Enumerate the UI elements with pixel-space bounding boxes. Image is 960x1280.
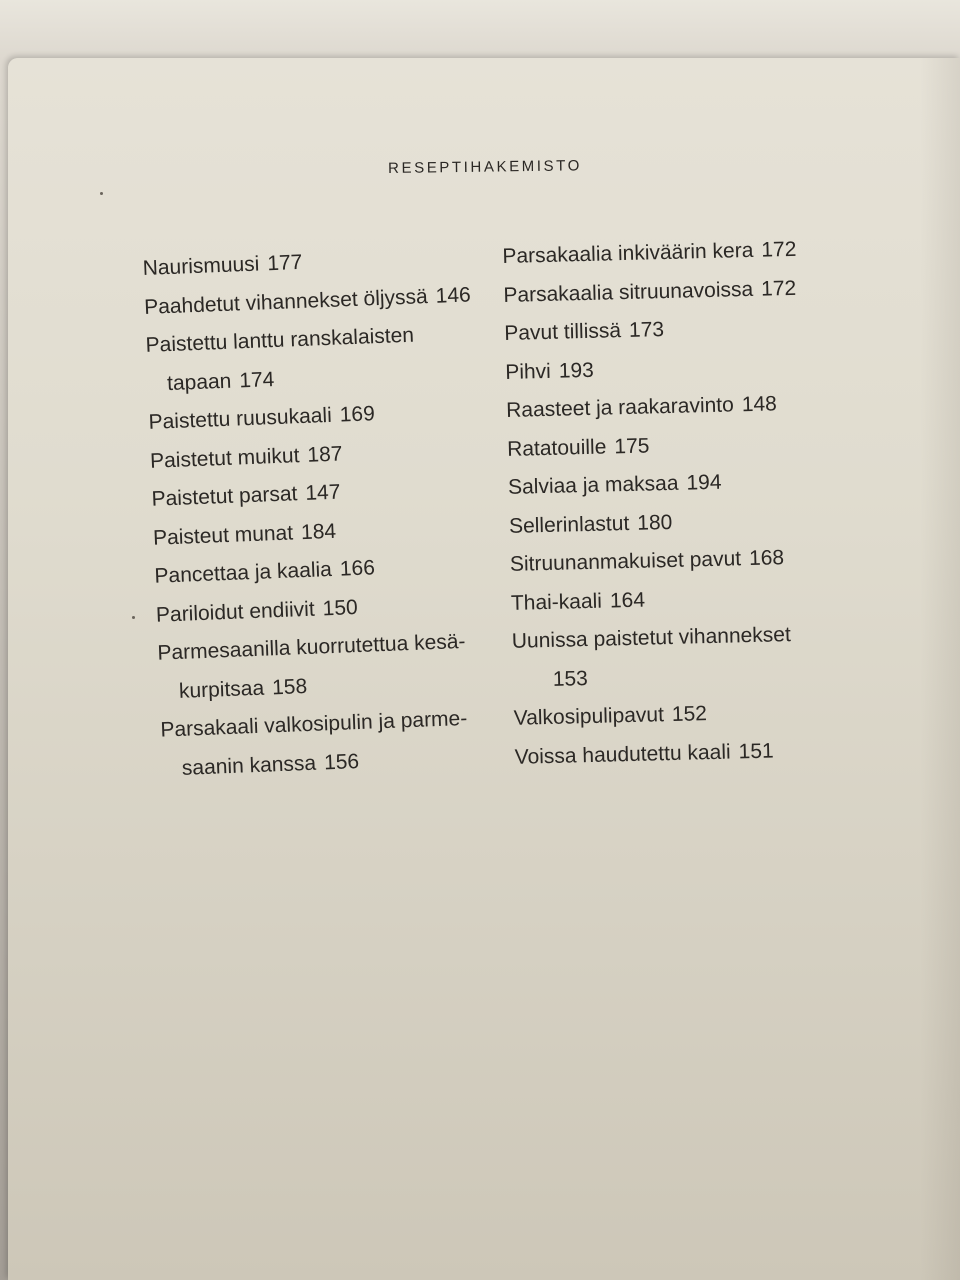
paper-speck — [132, 616, 135, 619]
entry-title: Pancettaa ja kaalia — [154, 557, 333, 588]
entry-title: Raasteet ja raakaravinto — [505, 393, 735, 422]
entry-title: Paistettu ruusukaali — [148, 403, 333, 434]
entry-title-line — [506, 385, 801, 431]
paper-speck — [100, 192, 103, 195]
index-entry — [157, 622, 486, 711]
page-number: 152 — [671, 702, 708, 726]
entry-title: Pihvi — [504, 359, 552, 384]
entry-title: Parsakaali valkosipulin ja parme- — [160, 706, 468, 742]
entry-title: Voissa haudutettu kaali — [514, 740, 731, 769]
entry-title: Uunissa paistetut vihannekset — [511, 623, 792, 653]
entry-title: Thai-kaali — [510, 589, 603, 615]
page-number: 173 — [628, 318, 665, 342]
page-number: 156 — [323, 749, 360, 774]
page-number: 193 — [558, 358, 595, 383]
entry-title: Sitruunanmakuiset pavut — [509, 547, 742, 576]
entry-title — [513, 668, 534, 691]
page-number: 153 — [552, 666, 589, 691]
page-number: 172 — [761, 237, 797, 262]
entry-title-line — [511, 616, 806, 662]
entry-title-line — [503, 269, 798, 315]
entry-title: Sellerinlastut — [508, 511, 630, 538]
entry-title: Salviaa ja maksaa — [507, 471, 679, 499]
entry-title: tapaan — [166, 369, 232, 395]
entry-title: Paahdetut vihannekset öljyssä — [143, 284, 429, 319]
index-entry — [506, 385, 801, 431]
entry-title: Naurismuusi — [142, 252, 260, 280]
entry-title: Ratatouille — [506, 435, 607, 461]
entry-title: saanin kanssa — [181, 751, 317, 780]
page-number: 175 — [614, 433, 650, 458]
page-number: 147 — [304, 480, 341, 505]
entry-title: Pavut tillissä — [504, 319, 622, 345]
page-number: 151 — [738, 739, 774, 763]
page-number: 148 — [741, 392, 778, 417]
page-number: 168 — [748, 546, 785, 571]
index-entry — [514, 731, 809, 777]
page-number: 164 — [609, 588, 646, 612]
entry-title: Paistettu lanttu ranskalaisten — [145, 323, 415, 357]
entry-title: Parsakaalia inkiväärin kera — [502, 238, 754, 268]
entry-title: Pariloidut endiivit — [155, 597, 316, 627]
index-entry — [510, 539, 805, 585]
index-entry — [160, 699, 489, 788]
entry-title: Paistetut parsat — [151, 482, 298, 511]
page-number: 158 — [271, 674, 308, 699]
index-column-right — [502, 231, 809, 777]
page-number: 187 — [306, 441, 343, 467]
page-number: 172 — [760, 276, 797, 301]
page-number: 146 — [435, 282, 472, 308]
index-entry — [145, 314, 474, 403]
entry-title-line — [514, 731, 809, 777]
page-number: 150 — [322, 595, 359, 620]
index-entry — [502, 231, 797, 277]
entry-title: kurpitsaa — [178, 676, 265, 703]
entry-title: Paisteut munat — [152, 520, 294, 550]
page-number: 184 — [300, 519, 337, 544]
index-entry — [511, 616, 807, 700]
index-column-left — [142, 237, 489, 788]
page-number: 166 — [339, 556, 376, 581]
page-number: 180 — [636, 510, 673, 535]
index-entry — [503, 269, 798, 315]
page-number: 169 — [339, 402, 376, 427]
page-heading: RESEPTIHAKEMISTO — [388, 157, 583, 177]
entry-title-line — [510, 539, 805, 585]
page-number: 194 — [686, 470, 722, 495]
entry-title-line — [502, 231, 797, 277]
page-number: 177 — [266, 250, 303, 276]
entry-title: Paistetut muikut — [149, 443, 300, 473]
entry-title: Parmesaanilla kuorrutettua kesä- — [157, 629, 466, 665]
entry-title: Valkosipulipavut — [513, 703, 665, 730]
page-number: 174 — [238, 367, 275, 392]
entry-title: Parsakaalia sitruunavoissa — [503, 277, 754, 307]
